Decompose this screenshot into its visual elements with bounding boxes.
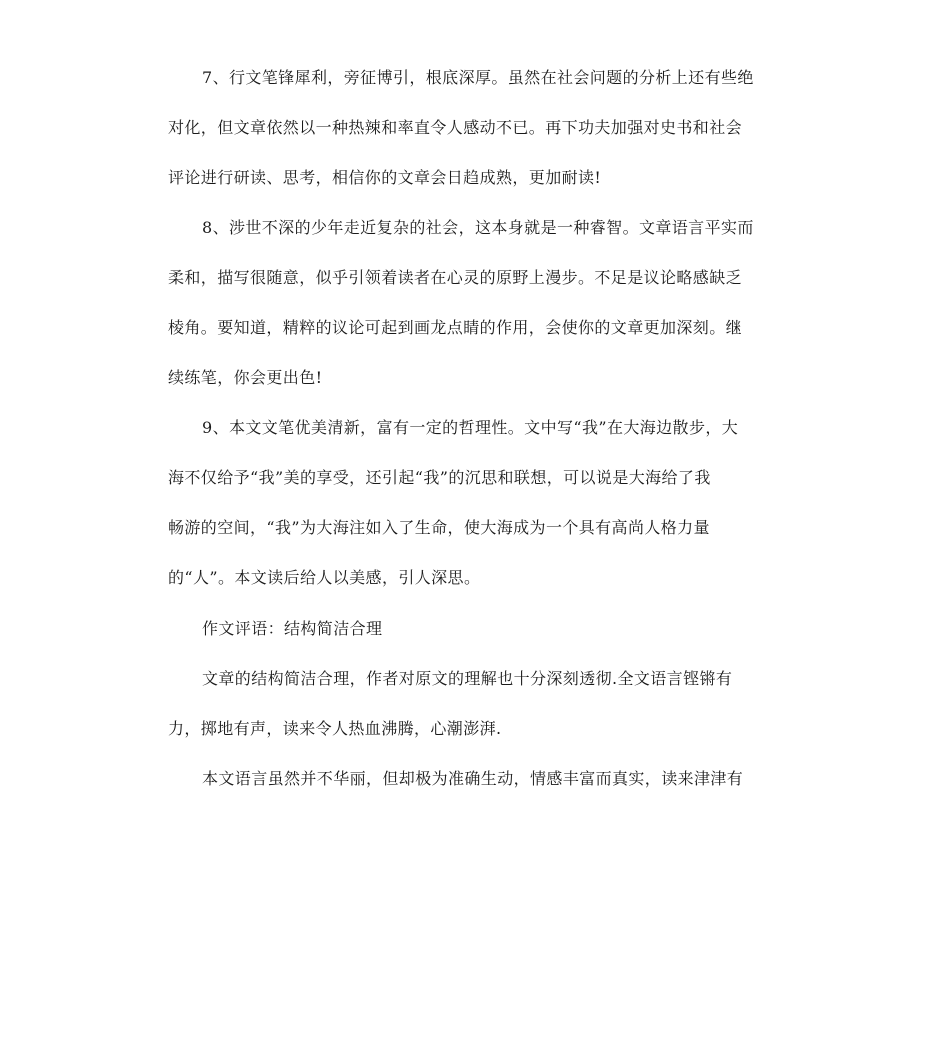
paragraph-9-line-2: 海不仅给予“我”美的享受，还引起“我”的沉思和联想，可以说是大海给了我 [168,468,711,487]
paragraph-8-line-3: 棱角。要知道，精粹的议论可起到画龙点睛的作用，会使你的文章更加深刻。继 [168,318,743,337]
paragraph-7-line-3: 评论进行研读、思考，相信你的文章会日趋成熟，更加耐读! [168,168,602,187]
paragraph-8-line-4: 续练笔，你会更出色! [168,368,323,387]
paragraph-8-line-2: 柔和，描写很随意，似乎引领着读者在心灵的原野上漫步。不足是议论略感缺乏 [168,268,743,287]
paragraph-9-line-1: 9、本文文笔优美清新，富有一定的哲理性。文中写“我”在大海边散步，大 [202,418,739,437]
paragraph-structure-line-1: 文章的结构简洁合理，作者对原文的理解也十分深刻透彻.全文语言铿锵有 [202,669,733,688]
paragraph-9-line-4: 的“人”。本文读后给人以美感，引人深思。 [168,568,481,587]
section-heading: 作文评语：结构简洁合理 [202,619,383,638]
paragraph-7-line-2: 对化，但文章依然以一种热辣和率直令人感动不已。再下功夫加强对史书和社会 [168,118,743,137]
paragraph-8-line-1: 8、涉世不深的少年走近复杂的社会，这本身就是一种睿智。文章语言平实而 [202,218,754,237]
paragraph-9-line-3: 畅游的空间，“我”为大海注如入了生命，使大海成为一个具有高尚人格力量 [168,518,710,537]
paragraph-structure-line-2: 力，掷地有声，读来令人热血沸腾，心潮澎湃. [168,719,502,738]
paragraph-language-line-1: 本文语言虽然并不华丽，但却极为准确生动，情感丰富而真实，读来津津有 [202,769,744,788]
paragraph-7-line-1: 7、行文笔锋犀利，旁征博引，根底深厚。虽然在社会问题的分析上还有些绝 [202,68,754,87]
